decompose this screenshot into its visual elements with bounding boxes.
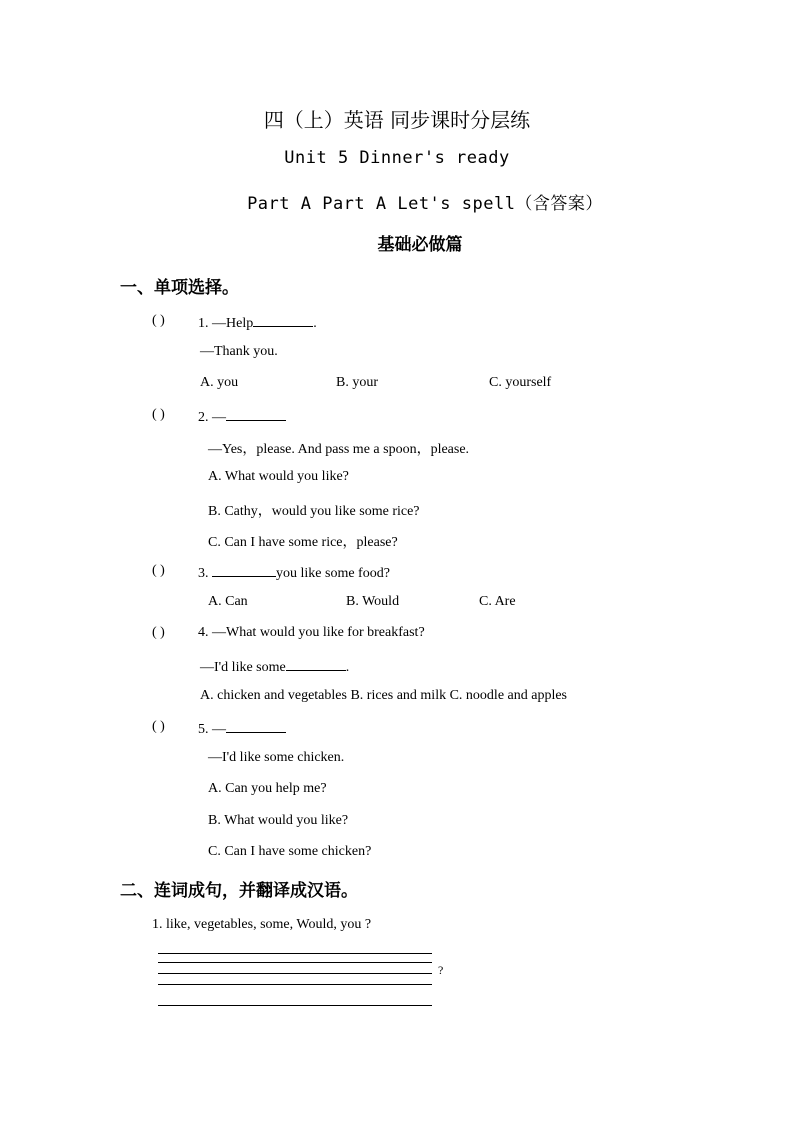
question-4: 4. —What would you like for breakfast? [198, 625, 425, 640]
question-4-reply-end: . [345, 660, 350, 675]
answer-line[interactable] [158, 973, 432, 974]
question-2-text: 2. — [198, 410, 226, 425]
answer-line[interactable] [158, 962, 432, 963]
answer-blank[interactable] [226, 719, 286, 733]
answer-blank[interactable] [253, 313, 313, 327]
question-4-reply [200, 657, 349, 676]
answer-blank[interactable] [226, 407, 286, 421]
answer-paren: ( ) [152, 313, 165, 328]
section-heading-sentence: 二、连词成句，并翻译成汉语。 [120, 881, 358, 901]
question-4-options: A. chicken and vegetables B. rices and milk C. noodle and apples [200, 688, 568, 703]
answer-paren: ( ) [152, 625, 165, 640]
question-1-reply: —Thank you. [200, 344, 278, 359]
unit-title: Unit 5 Dinner's ready [284, 148, 510, 168]
option-b: B. What would you like? [208, 813, 349, 828]
question-5 [198, 719, 286, 738]
answer-paren: ( ) [152, 719, 165, 734]
option-a: A. What would you like? [208, 469, 349, 484]
level-title: 基础必做篇 [377, 235, 463, 255]
answer-paren: ( ) [152, 407, 165, 422]
option-c: C. Can I have some rice，please? [208, 535, 398, 550]
question-1-end: . [313, 316, 317, 331]
answer-blank[interactable] [286, 657, 346, 671]
part-title: Part A Part A Let's spell（含答案） [247, 194, 603, 214]
option-a: A. Can [208, 594, 248, 609]
question-2 [198, 407, 286, 426]
option-b: B. Cathy，would you like some rice? [208, 504, 420, 519]
section-heading-choice: 一、单项选择。 [120, 278, 239, 298]
option-c: C. Can I have some chicken? [208, 844, 372, 859]
question-mark: ? [438, 963, 444, 977]
question-1 [198, 313, 317, 332]
option-b: B. Would [346, 594, 400, 609]
option-b: B. your [336, 375, 378, 390]
question-4-reply-text: —I'd like some [200, 660, 286, 675]
answer-paren: ( ) [152, 563, 165, 578]
question-5-reply: —I'd like some chicken. [208, 750, 345, 765]
option-a: A. you [200, 375, 239, 390]
worksheet-title: 四（上）英语 同步课时分层练 [263, 108, 531, 132]
question-3-num: 3. [198, 566, 209, 581]
option-c: C. yourself [489, 375, 552, 390]
answer-line[interactable] [158, 953, 432, 954]
question-3 [198, 563, 390, 582]
answer-line[interactable] [158, 984, 432, 985]
sentence-question-1: 1. like, vegetables, some, Would, you ? [152, 917, 372, 932]
option-a: A. Can you help me? [208, 781, 327, 796]
option-c: C. Are [479, 594, 516, 609]
question-5-text: 5. — [198, 722, 226, 737]
question-1-text: 1. —Help [198, 316, 254, 331]
answer-blank[interactable] [212, 563, 276, 577]
question-2-reply: —Yes，please. And pass me a spoon，please. [208, 442, 470, 457]
question-3-text: you like some food? [276, 566, 390, 581]
answer-line[interactable] [158, 1005, 432, 1006]
